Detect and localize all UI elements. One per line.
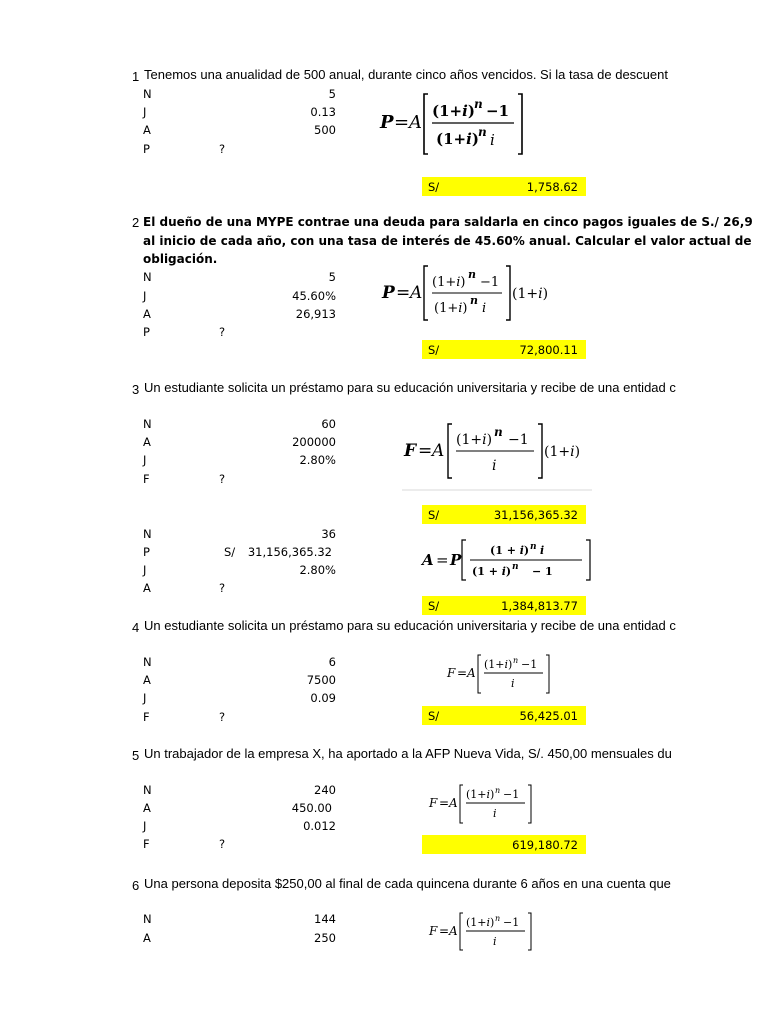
var-value: 144	[314, 912, 336, 926]
result-highlight	[422, 706, 586, 725]
problem-number: 3	[132, 382, 140, 397]
var-label: N	[143, 417, 152, 431]
var-value: 7500	[306, 673, 336, 687]
svg-text:i: i	[490, 131, 495, 149]
svg-text:n: n	[478, 125, 487, 139]
svg-text:(1 + i): (1 + i)	[490, 544, 530, 557]
svg-text:−1: −1	[480, 275, 500, 290]
var-value: 2.80%	[299, 453, 336, 467]
future-value-annuity-formula	[428, 782, 536, 826]
var-label: N	[143, 270, 152, 284]
var-label: N	[143, 87, 152, 101]
problem-statement-line: obligación.	[143, 252, 218, 266]
var-value: 36	[321, 527, 336, 541]
var-label: A	[143, 435, 151, 449]
result-highlight	[422, 340, 586, 359]
result-amount: 619,180.72	[512, 838, 578, 852]
var-label: F	[143, 472, 150, 486]
var-label: N	[143, 912, 152, 926]
var-label: P	[143, 325, 150, 339]
var-label: N	[143, 527, 152, 541]
svg-text:i: i	[511, 677, 515, 690]
svg-text:−1: −1	[503, 916, 520, 929]
currency-label: S/	[428, 709, 440, 723]
unknown-mark: ?	[219, 325, 226, 339]
var-value: 450.00	[291, 801, 332, 815]
svg-text:=: =	[394, 112, 410, 133]
var-label: N	[143, 655, 152, 669]
svg-text:P: P	[450, 551, 462, 569]
var-label: A	[143, 123, 151, 137]
result-amount: 72,800.11	[519, 343, 578, 357]
svg-text:(1+i): (1+i)	[512, 286, 549, 302]
svg-text:=: =	[457, 666, 468, 680]
svg-text:i: i	[540, 544, 545, 557]
svg-text:(1+i): (1+i)	[484, 658, 513, 671]
var-value: 500	[314, 123, 336, 137]
var-value: 2.80%	[299, 563, 336, 577]
var-value: 0.012	[303, 819, 336, 833]
svg-text:(1+i): (1+i)	[436, 130, 479, 148]
svg-text:=: =	[418, 441, 433, 461]
svg-text:=: =	[439, 796, 450, 810]
problem-statement: Un trabajador de la empresa X, ha aportado a la AFP Nueva Vida, S/. 450,00 mensuales du	[144, 746, 672, 761]
result-amount: 56,425.01	[519, 709, 578, 723]
unknown-mark: ?	[219, 837, 226, 851]
problem-statement: Un estudiante solicita un préstamo para su educación universitaria y recibe de una entidad c	[144, 618, 676, 633]
svg-text:F: F	[429, 796, 438, 810]
var-label: J	[143, 691, 147, 705]
svg-text:n: n	[495, 786, 501, 795]
svg-text:(1+i): (1+i)	[466, 916, 495, 929]
var-label: A	[143, 801, 151, 815]
svg-text:n: n	[513, 656, 519, 665]
svg-text:(1+i): (1+i)	[456, 432, 493, 448]
svg-text:F: F	[447, 666, 456, 680]
svg-text:A: A	[449, 796, 458, 810]
svg-text:−1: −1	[521, 658, 538, 671]
svg-text:(1+i): (1+i)	[434, 301, 468, 316]
result-highlight	[422, 835, 586, 854]
svg-text:−1: −1	[508, 432, 529, 448]
unknown-mark: ?	[219, 710, 226, 724]
problem-number: 1	[132, 69, 140, 84]
svg-text:i: i	[492, 458, 497, 474]
svg-text:n: n	[474, 97, 483, 111]
result-amount: 31,156,365.32	[493, 508, 578, 522]
svg-text:n: n	[494, 425, 503, 439]
var-value: 0.09	[310, 691, 336, 705]
problem-statement: Un estudiante solicita un préstamo para su educación universitaria y recibe de una entidad c	[144, 380, 676, 395]
var-value: 5	[328, 270, 336, 284]
annuity-from-present-value-formula	[420, 537, 596, 583]
var-label: F	[143, 837, 150, 851]
svg-text:−1: −1	[503, 788, 520, 801]
svg-text:(1 + i): (1 + i)	[472, 565, 512, 578]
problem-statement: Tenemos una anualidad de 500 anual, durante cinco años vencidos. Si la tasa de descuent	[144, 67, 668, 82]
svg-text:A: A	[410, 283, 423, 303]
svg-text:n: n	[495, 914, 501, 923]
svg-text:(1+i): (1+i)	[432, 275, 466, 290]
var-label: J	[143, 563, 147, 577]
result-amount: 1,758.62	[526, 180, 578, 194]
svg-text:−1: −1	[486, 102, 510, 120]
var-label: J	[143, 105, 147, 119]
problem-number: 5	[132, 748, 140, 763]
problem-statement-line: al inicio de cada año, con una tasa de interés de 45.60% anual. Calcular el valor actual de	[143, 234, 752, 248]
svg-text:i: i	[482, 301, 487, 316]
svg-text:F: F	[429, 924, 438, 938]
var-label: A	[143, 581, 151, 595]
svg-text:A: A	[449, 924, 458, 938]
svg-text:A: A	[409, 112, 422, 133]
result-amount: 1,384,813.77	[501, 599, 578, 613]
result-highlight	[422, 596, 586, 615]
problem-number: 4	[132, 620, 140, 635]
result-highlight	[422, 505, 586, 524]
var-value: 45.60%	[292, 289, 336, 303]
var-value: 0.13	[310, 105, 336, 119]
var-value: 200000	[292, 435, 336, 449]
var-value: 250	[314, 931, 336, 945]
var-value: 26,913	[295, 307, 336, 321]
svg-text:n: n	[468, 268, 476, 281]
var-label: A	[143, 307, 151, 321]
svg-text:n: n	[470, 294, 478, 307]
svg-text:(1+i): (1+i)	[466, 788, 495, 801]
var-label: A	[143, 931, 151, 945]
svg-text:F: F	[404, 441, 417, 461]
svg-text:(1+i): (1+i)	[432, 102, 475, 120]
problem-number: 2	[132, 215, 140, 230]
svg-text:− 1: − 1	[532, 565, 553, 578]
currency-label: S/	[428, 508, 440, 522]
problem-number: 6	[132, 878, 140, 893]
svg-text:P: P	[380, 112, 394, 133]
svg-text:A: A	[432, 441, 445, 461]
present-value-annuity-formula	[378, 90, 528, 158]
unknown-mark: ?	[219, 581, 226, 595]
svg-text:A: A	[422, 551, 434, 569]
unknown-mark: ?	[219, 142, 226, 156]
var-value: 31,156,365.32	[247, 545, 332, 559]
var-label: P	[143, 142, 150, 156]
currency-label: S/	[428, 343, 440, 357]
svg-text:=: =	[396, 283, 411, 303]
problem-statement-line: El dueño de una MYPE contrae una deuda para saldarla en cinco pagos iguales de S./ 26,9	[143, 215, 753, 229]
currency-prefix: S/	[224, 545, 236, 559]
var-label: J	[143, 453, 147, 467]
var-label: J	[143, 819, 147, 833]
annuity-due-present-value-formula	[380, 262, 552, 324]
svg-text:i: i	[493, 935, 497, 948]
var-value: 5	[328, 87, 336, 101]
svg-text:(1+i): (1+i)	[544, 444, 581, 460]
var-label: F	[143, 710, 150, 724]
svg-text:n: n	[530, 542, 537, 552]
var-label: J	[143, 289, 147, 303]
svg-text:=: =	[436, 551, 449, 569]
future-value-annuity-formula	[446, 652, 554, 696]
var-value: 60	[321, 417, 336, 431]
future-value-annuity-formula	[428, 910, 536, 950]
future-value-annuity-due-formula	[402, 420, 592, 492]
var-value: 6	[328, 655, 336, 669]
var-value: 240	[314, 783, 336, 797]
currency-label: S/	[428, 180, 440, 194]
var-label: N	[143, 783, 152, 797]
var-label: A	[143, 673, 151, 687]
svg-text:i: i	[493, 807, 497, 820]
svg-text:=: =	[439, 924, 450, 938]
svg-text:P: P	[382, 283, 395, 303]
problem-statement: Una persona deposita $250,00 al final de cada quincena durante 6 años en una cuenta que	[144, 876, 671, 891]
var-label: P	[143, 545, 150, 559]
unknown-mark: ?	[219, 472, 226, 486]
currency-label: S/	[428, 599, 440, 613]
result-highlight	[422, 177, 586, 196]
svg-text:n: n	[512, 562, 519, 572]
svg-text:A: A	[467, 666, 476, 680]
